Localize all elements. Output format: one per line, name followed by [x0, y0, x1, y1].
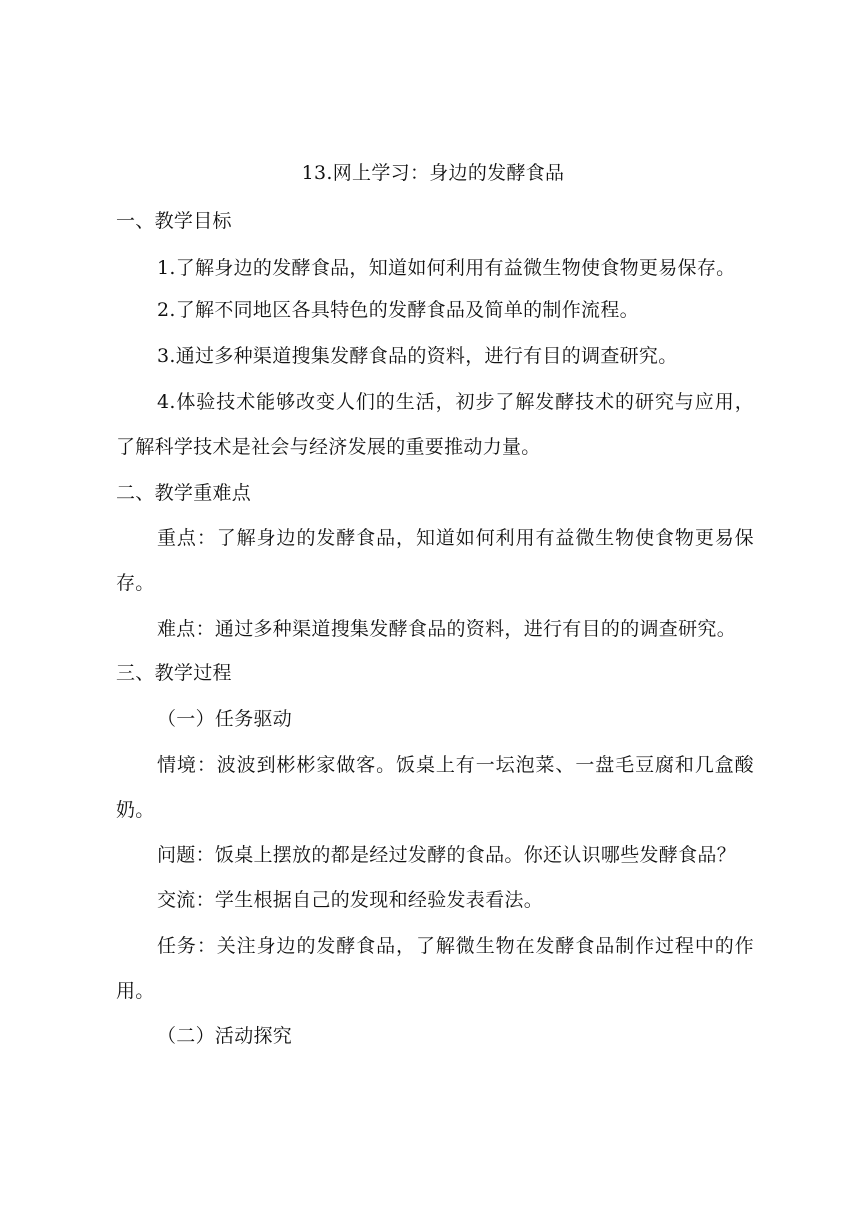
scenario-line-1: 情境：波波到彬彬家做客。饭桌上有一坛泡菜、一盘毛豆腐和几盒酸: [157, 754, 754, 776]
objective-item-2: 2.了解不同地区各具特色的发酵食品及简单的制作流程。: [157, 299, 639, 321]
objective-item-3: 3.通过多种渠道搜集发酵食品的资料，进行有目的调查研究。: [157, 345, 678, 367]
difficult-point-line: 难点：通过多种渠道搜集发酵食品的资料，进行有目的的调查研究。: [157, 618, 737, 640]
objective-item-1: 1.了解身边的发酵食品，知道如何利用有益微生物使食物更易保存。: [157, 257, 736, 279]
subheading-task-driven: （一）任务驱动: [157, 708, 293, 730]
objective-item-4-line-2: 了解科学技术是社会与经济发展的重要推动力量。: [116, 436, 541, 458]
exchange-line: 交流：学生根据自己的发现和经验发表看法。: [157, 889, 544, 911]
objective-item-4-line-1: 4.体验技术能够改变人们的生活，初步了解发酵技术的研究与应用，: [157, 391, 754, 413]
key-point-line-1: 重点：了解身边的发酵食品，知道如何利用有益微生物使食物更易保: [157, 527, 754, 549]
task-line-1: 任务：关注身边的发酵食品，了解微生物在发酵食品制作过程中的作: [157, 935, 754, 957]
section-heading-key-points: 二、教学重难点: [116, 482, 252, 504]
subheading-activity-exploration: （二）活动探究: [157, 1025, 293, 1047]
task-line-2: 用。: [116, 980, 155, 1002]
document-title: 13.网上学习：身边的发酵食品: [301, 162, 565, 184]
section-heading-process: 三、教学过程: [116, 662, 232, 684]
question-line: 问题：饭桌上摆放的都是经过发酵的食品。你还认识哪些发酵食品？: [157, 844, 737, 866]
scenario-line-2: 奶。: [116, 799, 155, 821]
section-heading-objectives: 一、教学目标: [116, 210, 232, 232]
key-point-line-2: 存。: [116, 572, 155, 594]
